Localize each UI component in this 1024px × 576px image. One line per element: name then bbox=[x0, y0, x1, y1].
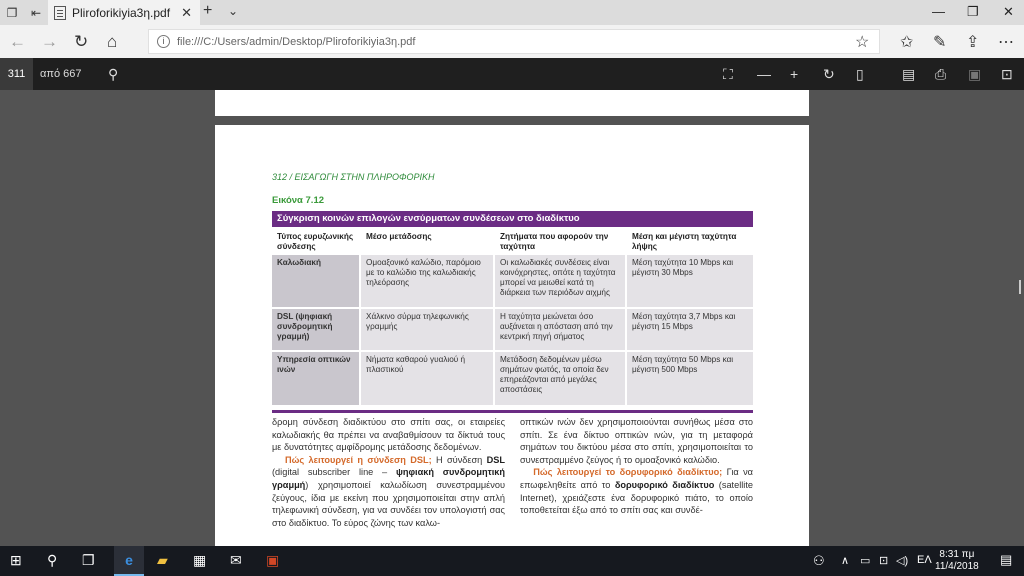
table-cell: Υπηρεσία οπτικών ινών bbox=[272, 352, 361, 405]
tab-bar bbox=[0, 0, 1024, 25]
question-heading: Πώς λειτουργεί η σύνδεση DSL; bbox=[285, 454, 432, 465]
table-header: Μέση και μέγιστη ταχύτητα λήψης bbox=[632, 232, 737, 251]
table-title: Σύγκριση κοινών επιλογών ενσύρματων συνδέσεων στο διαδίκτυο bbox=[272, 211, 753, 227]
address-toolbar bbox=[0, 25, 1024, 58]
table-cell: Μέση ταχύτητα 10 Mbps και μέγιστη 30 Mbps bbox=[627, 255, 753, 307]
search-icon[interactable]: ⚲ bbox=[108, 66, 119, 82]
store-icon[interactable]: ▦ bbox=[193, 552, 207, 568]
text-run: (satellite Internet), χρειάζεστε ένα δορυφορικό πιάτο, το οποίο τοποθετείται έξω από το σπίτι σας και συνδέ- bbox=[520, 479, 753, 516]
table-cell: Μετάδοση δεδομένων μέσω σημάτων φωτός, τα οποία δεν επηρεάζονται από μεγάλες αποστάσεις bbox=[495, 352, 627, 405]
page-number-input[interactable]: 311 bbox=[0, 58, 33, 90]
zoom-in-icon[interactable]: + bbox=[790, 66, 799, 82]
clock[interactable] bbox=[935, 549, 979, 573]
table-header: Μέσο μετάδοσης bbox=[361, 229, 495, 253]
edge-icon[interactable]: e bbox=[114, 546, 144, 576]
read-aloud-icon[interactable]: ▤ bbox=[902, 66, 916, 82]
paragraph: οπτικών ινών δεν χρησιμοποιούνται συνήθως μέσα στο σπίτι. Σε ένα δίκτυο οπτικών ινών, για τη μεταφορά σημάτων του δικτύου μέσα στο σπίτι, χρησιμοποιείται το συνεστραμμένο ζεύγος ή το ομοαξονικό καλώδιο. bbox=[520, 417, 753, 465]
table-header-row bbox=[272, 229, 753, 255]
table-cell: Νήματα καθαρού γυαλιού ή πλαστικού bbox=[361, 352, 495, 405]
maximize-button[interactable]: ❐ bbox=[967, 4, 979, 19]
table-cell: Οι καλωδιακές συνδέσεις είναι κοινόχρηστες, οπότε η ταχύτητα μπορεί να μειωθεί κατά τη διάρκεια των περιόδων αιχμής bbox=[495, 255, 627, 307]
volume-icon[interactable]: ◁) bbox=[896, 555, 909, 567]
pdf-page bbox=[215, 125, 809, 546]
share-icon[interactable]: ⇪ bbox=[966, 34, 980, 51]
fit-page-icon[interactable]: ⛶ bbox=[723, 66, 733, 82]
figure-label: Εικόνα 7.12 bbox=[272, 195, 325, 206]
page-count: από 667 bbox=[40, 68, 82, 80]
table-header: Ζητήματα που αφορούν την ταχύτητα bbox=[495, 229, 627, 253]
windows-start-icon[interactable]: ⊞ bbox=[10, 552, 22, 568]
clock-date: 11/4/2018 bbox=[935, 561, 979, 572]
back-tabs-icon[interactable]: ⇤ bbox=[30, 5, 42, 20]
home-icon[interactable]: ⌂ bbox=[107, 32, 118, 51]
network-icon[interactable]: ⊡ bbox=[879, 555, 889, 567]
file-explorer-icon[interactable]: ▰ bbox=[157, 552, 168, 568]
pen-icon[interactable]: ✎ bbox=[933, 34, 947, 51]
table-cell: Ομοαξονικό καλώδιο, παρόμοιο με το καλώδιο της καλωδιακής τηλεόρασης bbox=[361, 255, 495, 307]
previous-page-bottom bbox=[215, 90, 809, 116]
battery-icon[interactable]: ▭ bbox=[860, 555, 871, 567]
favorites-list-icon[interactable]: ✩ bbox=[900, 34, 914, 51]
address-field[interactable] bbox=[148, 29, 880, 54]
tab-active[interactable] bbox=[48, 0, 200, 25]
text-run: ) χρησιμοποιεί καλωδίωση συνεστραμμένου ζεύγους, ίδια με εκείνη που χρησιμοποιείται στην απλή τηλεφωνική σύνδεση, για να συνδέει τον υπολογιστή σας στο διαδίκτυο. Το εύρος ζώνης των καλω- bbox=[272, 479, 505, 528]
table-row bbox=[272, 309, 753, 352]
back-arrow-icon[interactable]: ← bbox=[9, 32, 26, 51]
term: DSL bbox=[486, 454, 505, 465]
table-row bbox=[272, 255, 753, 309]
print-icon[interactable]: ⎙ bbox=[935, 66, 947, 82]
table-header: Τύπος ευρυζωνικής σύνδεσης bbox=[272, 229, 361, 253]
zoom-out-icon[interactable]: — bbox=[757, 66, 771, 82]
page-view-icon[interactable]: ▯ bbox=[856, 66, 864, 82]
rotate-icon[interactable]: ↻ bbox=[823, 66, 835, 82]
people-icon[interactable]: ⚇ bbox=[813, 553, 825, 568]
table-cell: Καλωδιακή bbox=[272, 255, 361, 307]
close-window-button[interactable]: ✕ bbox=[1003, 4, 1014, 19]
chevron-up-icon[interactable]: ∧ bbox=[841, 555, 850, 567]
term: δορυφορικό διαδίκτυο bbox=[614, 479, 715, 490]
table-cell: Χάλκινο σύρμα τηλεφωνικής γραμμής bbox=[361, 309, 495, 350]
refresh-icon[interactable]: ↻ bbox=[74, 32, 89, 51]
task-view-icon[interactable]: ❐ bbox=[82, 552, 95, 568]
taskbar bbox=[0, 546, 1024, 576]
question-heading: Πώς λειτουργεί το δορυφορικό διαδίκτυο; bbox=[533, 467, 723, 478]
minimize-button[interactable]: — bbox=[932, 4, 945, 19]
term: ψηφιακή συνδρομητική γραμμή bbox=[272, 467, 505, 490]
forward-arrow-icon[interactable]: → bbox=[41, 32, 58, 51]
address-text: file:///C:/Users/admin/Desktop/Pliroforikiyia3η.pdf bbox=[177, 35, 416, 48]
clock-time: 8:31 πμ bbox=[939, 549, 975, 560]
text-run: (digital subscriber line – bbox=[272, 467, 396, 478]
notifications-icon[interactable]: ▤ bbox=[1000, 552, 1013, 567]
tab-actions-icon[interactable]: ❐ bbox=[6, 5, 18, 20]
table-cell: Μέση ταχύτητα 3,7 Mbps και μέγιστη 15 Mbps bbox=[627, 309, 753, 350]
more-icon[interactable]: ⋯ bbox=[998, 34, 1014, 51]
paragraph: δρομη σύνδεση διαδικτύου στο σπίτι σας, οι εταιρείες καλωδιακής θα πρέπει να αναβαθμίσουν τα δίκτυά τους με δυνατότητες αμφίδρομης μετάδοσης δεδομένων. bbox=[272, 417, 505, 453]
taskbar-search-icon[interactable]: ⚲ bbox=[47, 552, 58, 568]
pdf-viewer[interactable] bbox=[0, 90, 1024, 546]
table-bottom-rule bbox=[272, 410, 753, 413]
running-head: 312 / ΕΙΣΑΓΩΓΗ ΣΤΗΝ ΠΛΗΡΟΦΟΡΙΚΗ bbox=[272, 172, 435, 182]
favorite-star-icon[interactable]: ☆ bbox=[855, 34, 870, 51]
scrollbar[interactable] bbox=[1018, 90, 1024, 546]
text-run: Για να επωφεληθείτε από το bbox=[520, 467, 753, 490]
language-indicator[interactable]: ΕΛ bbox=[917, 554, 932, 566]
comparison-table bbox=[272, 229, 753, 407]
tab-title: Pliroforikiyia3η.pdf bbox=[72, 5, 171, 20]
text-column-right bbox=[520, 416, 753, 517]
text-run: Η σύνδεση bbox=[431, 454, 487, 465]
tab-close-button[interactable]: ✕ bbox=[181, 5, 192, 20]
mail-icon[interactable]: ✉ bbox=[230, 552, 242, 568]
pdf-doc-icon bbox=[54, 6, 66, 20]
info-icon[interactable]: i bbox=[157, 35, 170, 48]
pin-icon[interactable]: ⊡ bbox=[1001, 66, 1013, 82]
powerpoint-icon[interactable]: ▣ bbox=[266, 552, 280, 568]
table-cell: DSL (ψηφιακή συνδρομητική γραμμή) bbox=[272, 309, 361, 350]
new-tab-button[interactable]: + bbox=[203, 2, 213, 19]
table-cell: Η ταχύτητα μειώνεται όσο αυξάνεται η απόσταση από την κεντρική πηγή σήματος bbox=[495, 309, 627, 350]
table-cell: Μέση ταχύτητα 50 Mbps και μέγιστη 500 Mbps bbox=[627, 352, 753, 405]
pdf-toolbar bbox=[0, 58, 1024, 90]
tab-menu-button[interactable]: ⌄ bbox=[228, 4, 239, 18]
text-column-left bbox=[272, 416, 505, 529]
scrollbar-thumb[interactable] bbox=[1019, 280, 1021, 294]
table-row bbox=[272, 352, 753, 407]
save-icon[interactable]: ▣ bbox=[968, 66, 982, 82]
